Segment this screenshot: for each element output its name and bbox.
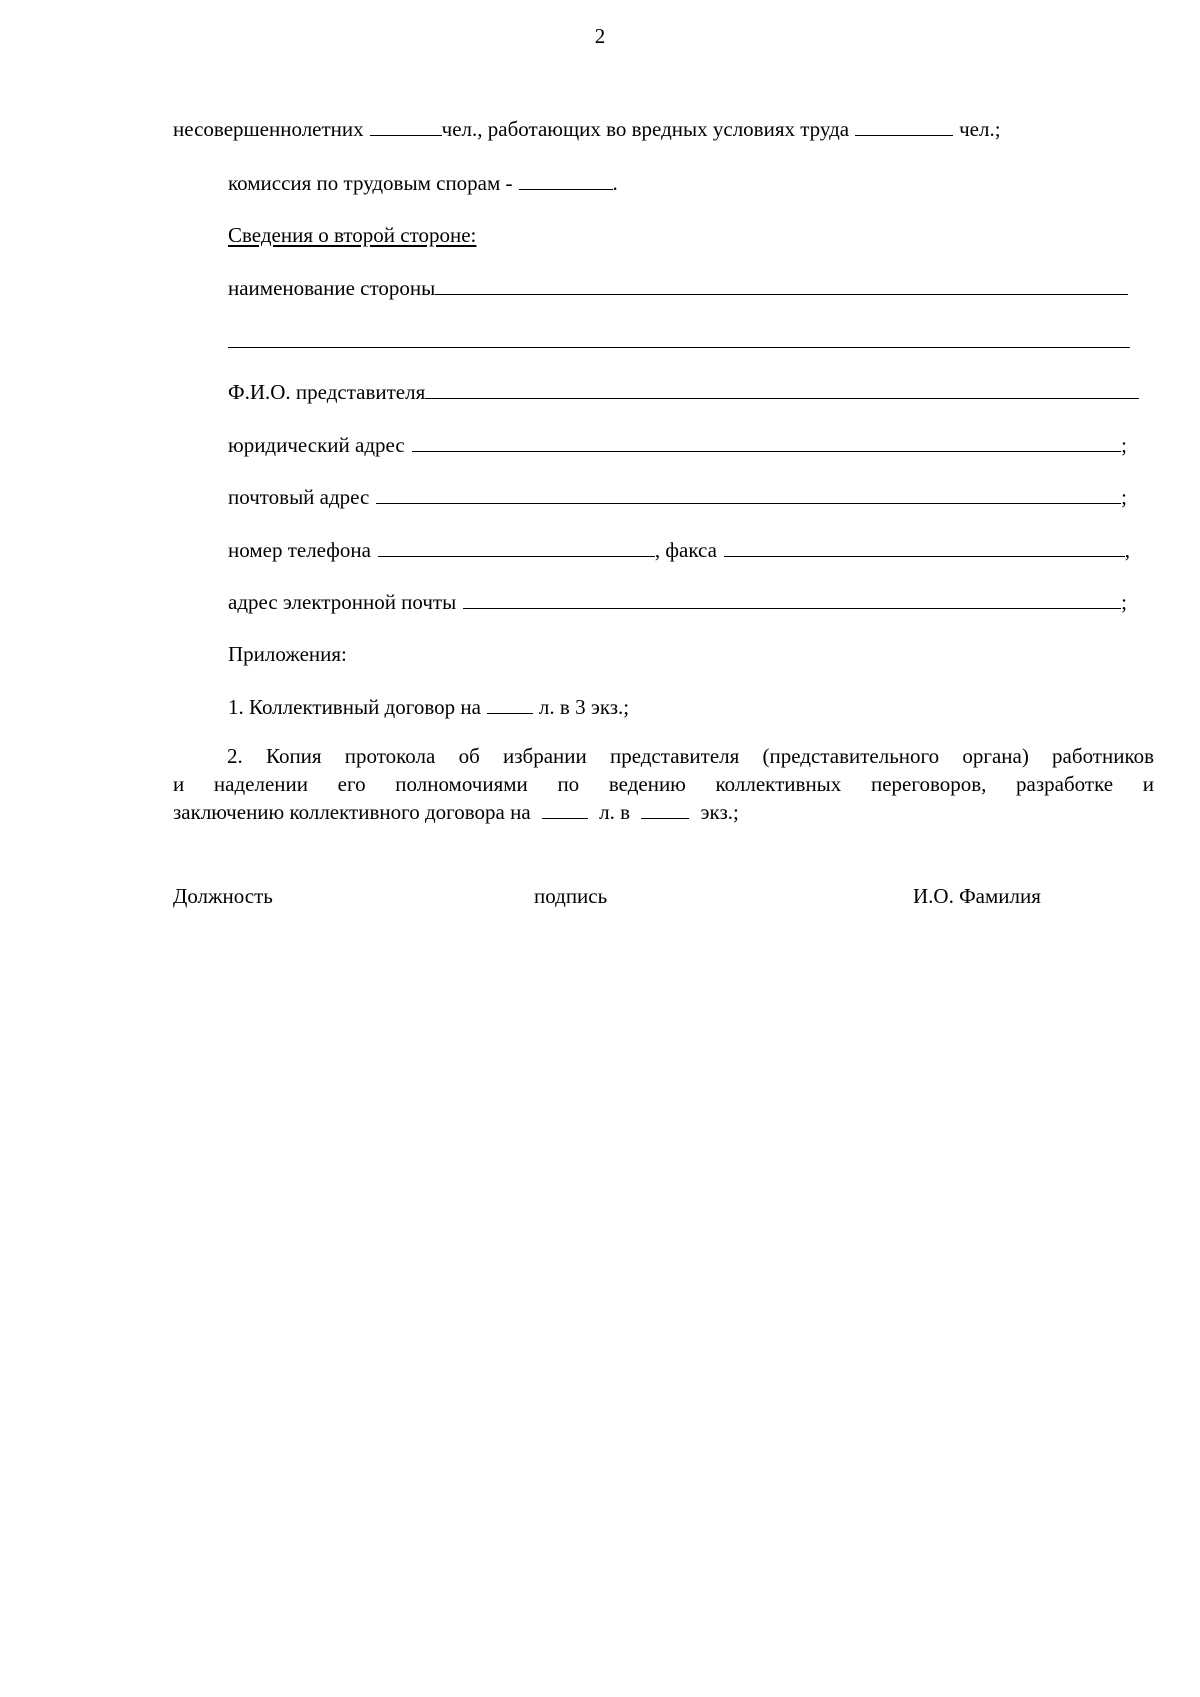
- phone-field[interactable]: [378, 538, 655, 557]
- name-label: И.О. Фамилия: [913, 884, 1041, 908]
- legal-address-label: юридический адрес: [228, 433, 405, 457]
- fax-field[interactable]: [724, 538, 1125, 557]
- commission-label: комиссия по трудовым спорам -: [228, 171, 513, 195]
- attachment-2-line-3: [173, 798, 1154, 826]
- email-field[interactable]: [463, 590, 1121, 609]
- party-name-label: наименование стороны: [228, 276, 436, 300]
- commission-period: .: [612, 171, 618, 195]
- attachment-2-copies-field[interactable]: [641, 800, 689, 819]
- fax-comma: ,: [1124, 538, 1130, 562]
- fax-label: , факса: [654, 538, 717, 562]
- representative-line: [228, 379, 1139, 405]
- legal-address-line: [228, 432, 1127, 458]
- email-line: [228, 589, 1127, 615]
- party-name-field[interactable]: [435, 276, 1128, 295]
- party-name-continuation: [228, 328, 1130, 352]
- page-number: 2: [594, 24, 606, 48]
- commission-field[interactable]: [519, 171, 613, 190]
- signature-label: подпись: [534, 884, 608, 908]
- postal-address-field[interactable]: [376, 485, 1121, 504]
- commission-line: [228, 170, 618, 196]
- postal-address-line: [228, 484, 1127, 510]
- second-party-heading: [228, 222, 476, 248]
- second-party-heading-text: Сведения о второй стороне:: [228, 223, 477, 247]
- phone-label: номер телефона: [228, 538, 371, 562]
- harmful-count-field[interactable]: [855, 117, 953, 136]
- minors-line: [173, 116, 1001, 142]
- attachment-1-suffix: л. в 3 экз.;: [538, 695, 630, 719]
- attachment-2-line-2: и наделении его полномочиями по ведению коллективных переговоров, разработке и: [173, 772, 1154, 796]
- attachment-2-line-3-mid: л. в: [599, 800, 631, 824]
- email-label: адрес электронной почты: [228, 590, 457, 614]
- representative-field[interactable]: [425, 380, 1139, 399]
- attachment-2-pages-field[interactable]: [542, 800, 588, 819]
- party-name-field-2[interactable]: [228, 329, 1130, 348]
- attachment-1-label: 1. Коллективный договор на: [228, 695, 481, 719]
- minors-count-field[interactable]: [370, 117, 442, 136]
- legal-address-field[interactable]: [412, 433, 1121, 452]
- attachment-item-2: [173, 742, 1154, 826]
- harmful-conditions-label: чел., работающих во вредных условиях труда: [441, 117, 850, 141]
- legal-address-semicolon: ;: [1121, 433, 1127, 457]
- minors-label: несовершеннолетних: [173, 117, 364, 141]
- postal-address-semicolon: ;: [1121, 485, 1127, 509]
- attachment-1-pages-field[interactable]: [487, 695, 533, 714]
- attachment-2-line-1: 2. Копия протокола об избрании представителя (представительного органа) работников: [227, 744, 1154, 768]
- postal-address-label: почтовый адрес: [228, 485, 370, 509]
- position-label: Должность: [173, 884, 273, 908]
- persons-suffix: чел.;: [959, 117, 1001, 141]
- email-semicolon: ;: [1121, 590, 1127, 614]
- representative-label: Ф.И.О. представителя: [228, 380, 426, 404]
- attachment-2-line-3-suffix: экз.;: [700, 800, 739, 824]
- attachment-2-line-3-label: заключению коллективного договора на: [173, 800, 531, 824]
- attachments-heading: Приложения:: [228, 642, 347, 666]
- phone-fax-line: [228, 537, 1130, 563]
- party-name-line: [228, 275, 1128, 301]
- attachment-item-1: [228, 694, 629, 720]
